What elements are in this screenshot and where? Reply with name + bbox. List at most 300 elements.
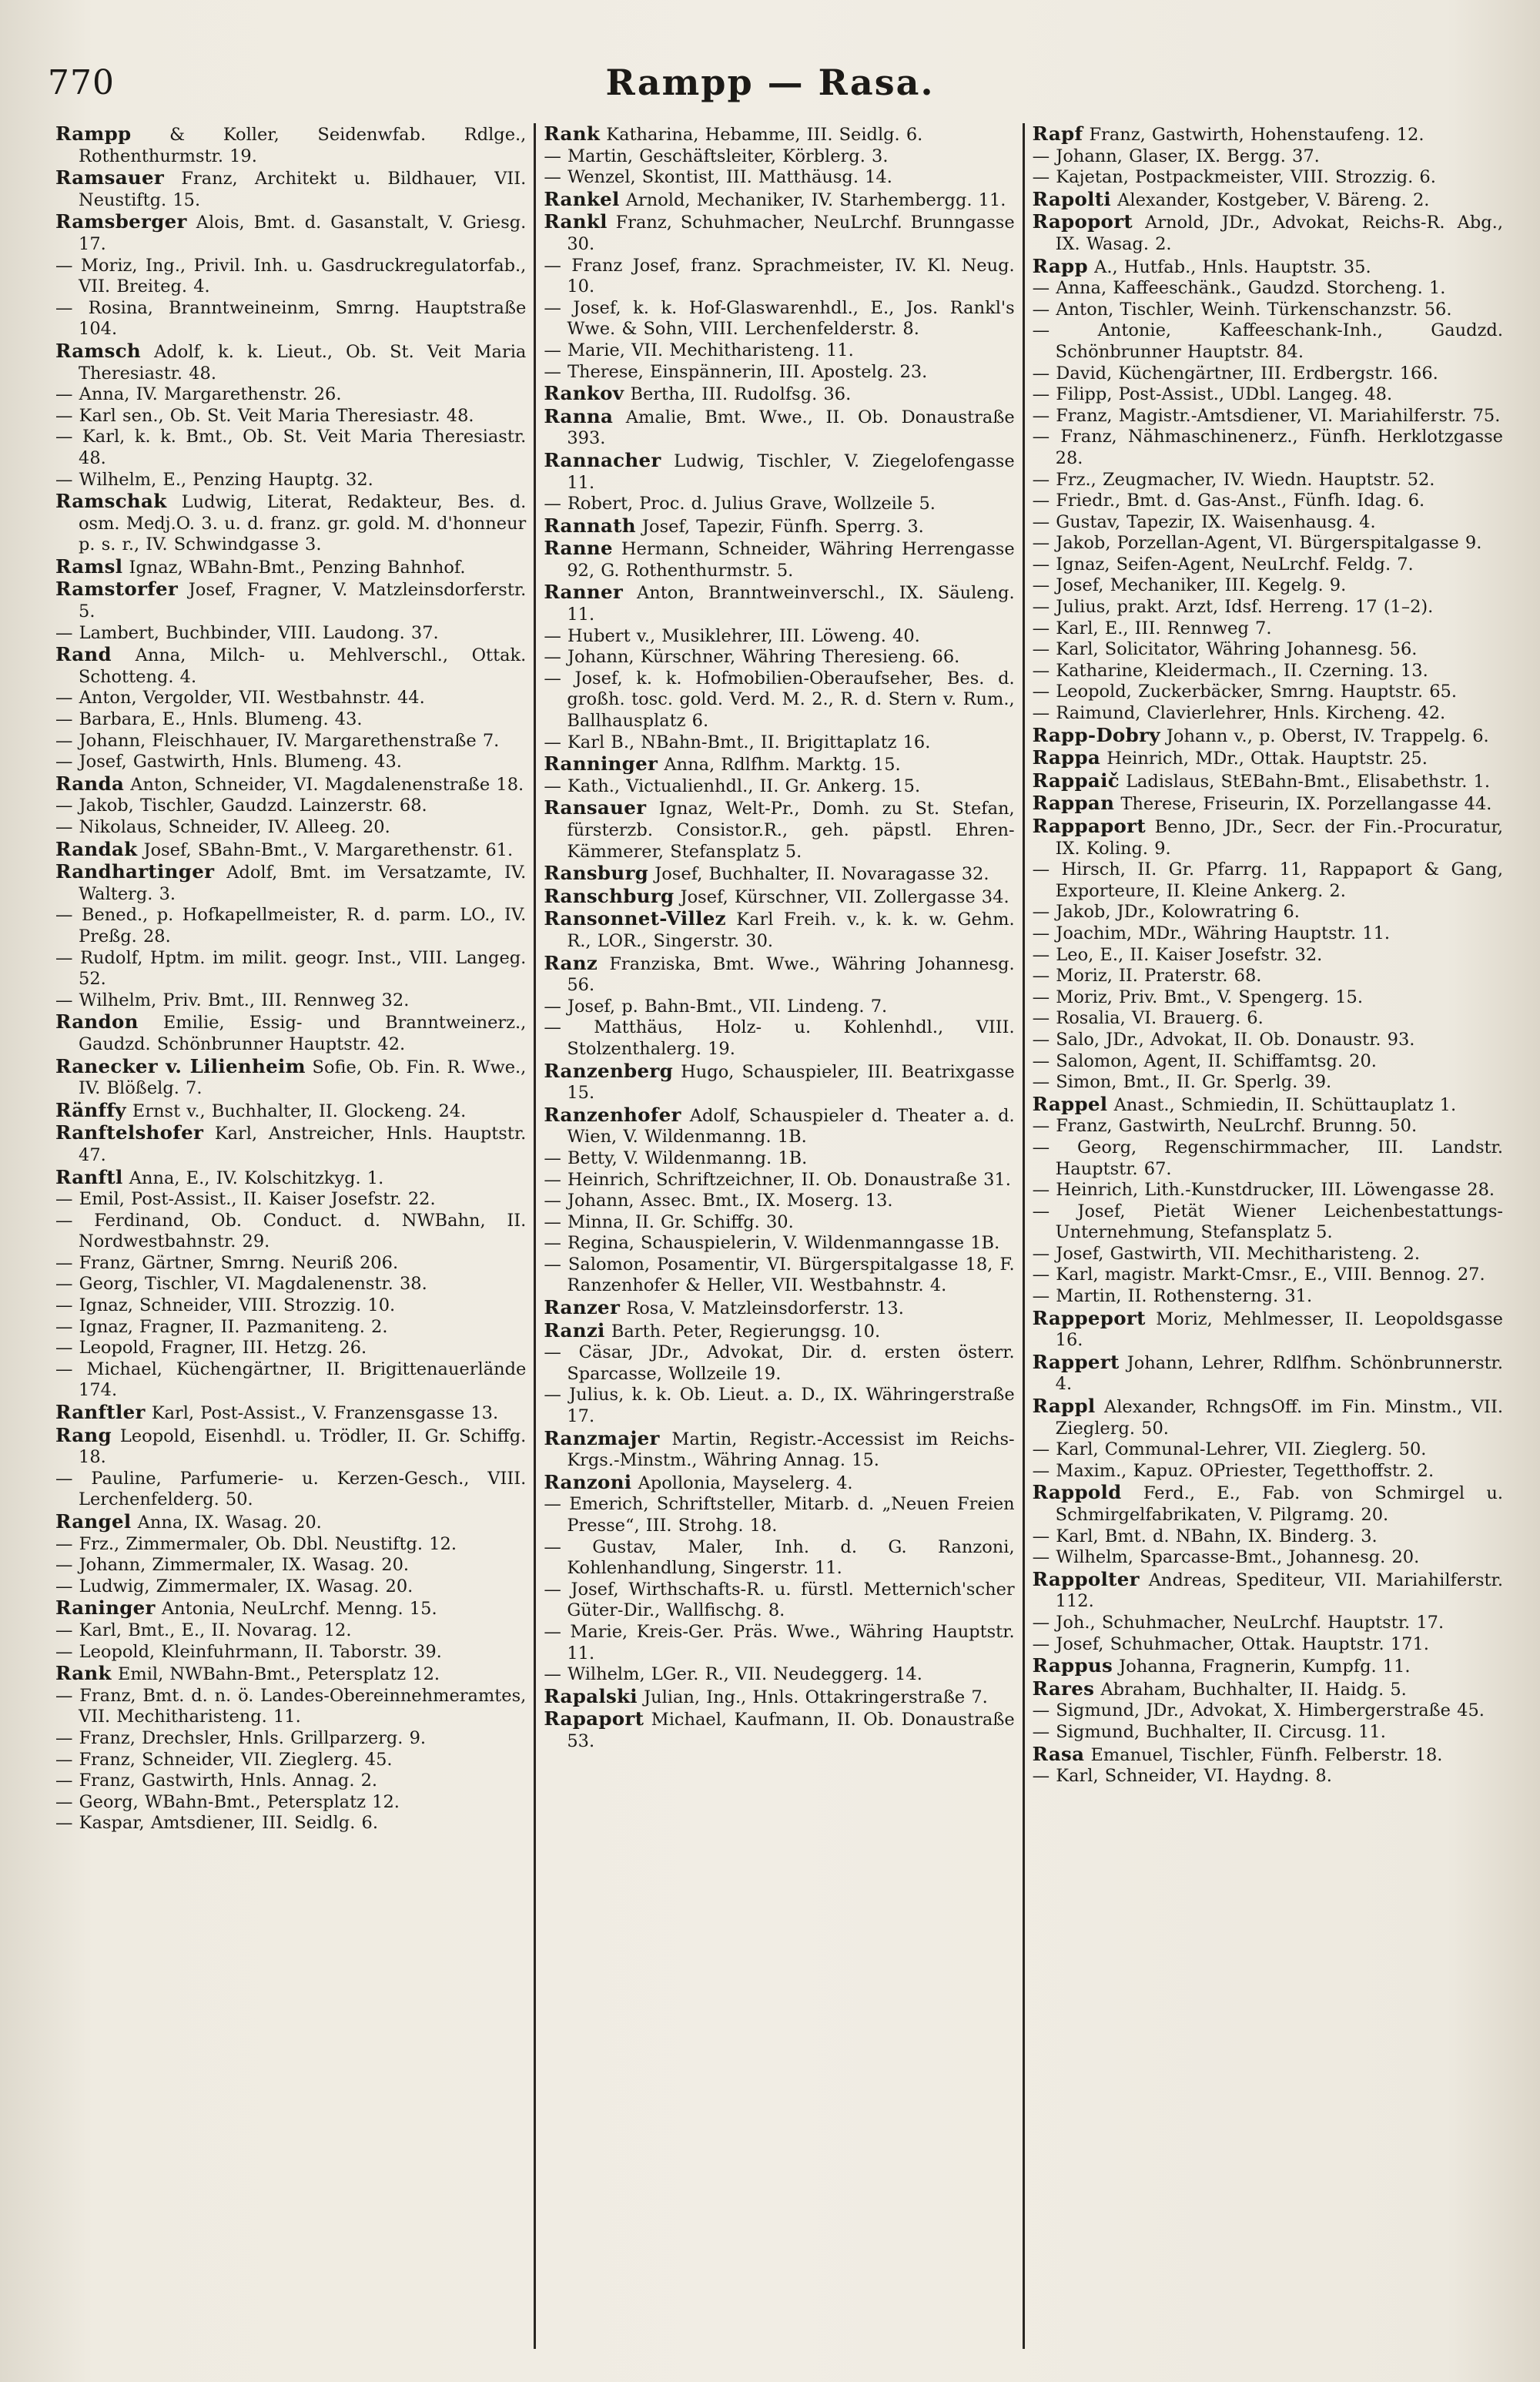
entry-details: — Ignaz, Seifen-Agent, NeuLrchf. Feldg. 7. [1032,554,1414,575]
entry-details: Adolf, Schauspieler d. Theater a. d. Wien, V. Wildenmanng. 1B. [567,1105,1015,1147]
entry-surname: Ranna [544,404,614,427]
entry-surname: Ramschak [55,490,167,513]
directory-entry [544,1233,1014,1255]
directory-entry [1033,1265,1503,1286]
directory-entry [1033,902,1503,923]
entry-details: — Leo, E., II. Kaiser Josefstr. 32. [1032,944,1323,965]
directory-entry [55,427,526,469]
entry-details: — Josef, Gastwirth, Hnls. Blumeng. 43. [55,752,402,772]
directory-entry [1033,1482,1503,1526]
entry-details: — Joachim, MDr., Währing Hauptstr. 11. [1032,923,1391,943]
directory-entry [1033,470,1503,491]
directory-entry [544,953,1014,997]
directory-entry [55,990,526,1012]
directory-entry [1033,1180,1503,1201]
directory-entry [544,406,1014,450]
directory-entry [1033,1744,1503,1767]
entry-details: — Karl, magistr. Markt-Cmsr., E., VIII. Bennog. 27. [1032,1265,1485,1285]
running-head: Rampp — Rasa. [605,62,935,103]
entry-details: — Leopold, Zuckerbäcker, Smrng. Hauptstr. 65. [1032,682,1457,702]
entry-surname: Rappeport [1032,1306,1146,1329]
directory-entry [544,1622,1014,1664]
entry-details: — Georg, WBahn-Bmt., Petersplatz 12. [55,1791,400,1812]
entry-details: Hugo, Schauspieler, III. Beatrixgasse 15. [567,1061,1015,1104]
directory-entry [544,256,1014,298]
entry-details: — Rosalia, VI. Brauerg. 6. [1032,1008,1264,1029]
entry-surname: Rangel [55,1510,132,1533]
directory-entry [1033,618,1503,640]
directory-entry [544,298,1014,340]
entry-details: — Simon, Bmt., II. Gr. Sperlg. 39. [1032,1072,1332,1093]
entry-details: — Moriz, Priv. Bmt., V. Spengerg. 15. [1032,987,1364,1007]
entry-details: — Bened., p. Hofkapellmeister, R. d. parm. LO., IV. Preßg. 28. [55,905,527,946]
entry-details: — Salomon, Agent, II. Schiffamtsg. 20. [1032,1050,1377,1071]
directory-entry [55,1100,526,1123]
entry-details: Andreas, Spediteur, VII. Mariahilferstr. 112. [1055,1570,1503,1612]
directory-entry [55,752,526,773]
entry-details: Martin, Registr.-Accessist im Reichs-Krgs.-Minstm., Währing Annag. 15. [567,1429,1015,1471]
entry-details: — Franz, Gärtner, Smrng. Neuriß 206. [55,1252,399,1273]
entry-details: Josef, Buchhalter, II. Novaragasse 32. [654,864,989,885]
directory-entry [1033,792,1503,816]
directory-entry [1033,945,1503,967]
directory-entry [544,362,1014,384]
entry-surname: Rapaport [544,1707,644,1730]
directory-entry [1033,661,1503,682]
entry-surname: Randa [55,772,125,795]
entry-details: Katharina, Hebamme, III. Seidlg. 6. [606,125,923,145]
entry-details: — Michael, Küchengärtner, II. Brigittenauerlände 174. [55,1359,527,1401]
directory-entry [544,1580,1014,1622]
entry-surname: Rank [544,123,601,145]
directory-entry [1033,1439,1503,1461]
directory-entry [544,1537,1014,1580]
directory-entry [55,817,526,839]
entry-details: — Julius, prakt. Arzt, Idsf. Herreng. 17 (1–2). [1032,597,1434,618]
directory-entry [544,1664,1014,1686]
directory-entry [544,732,1014,754]
directory-entry [544,189,1014,212]
directory-entry [55,298,526,340]
entry-details: — Minna, II. Gr. Schiffg. 30. [544,1211,794,1232]
entry-surname: Rankov [544,382,624,405]
entry-details: — Franz, Bmt. d. n. ö. Landes-Obereinnehmeramtes, VII. Mechitharisteng. 11. [55,1685,527,1727]
directory-entry [55,1402,526,1425]
directory-entry [55,1642,526,1663]
entry-details: Hermann, Schneider, Währing Herrengasse 92, G. Rothenthurmstr. 5. [567,539,1015,581]
directory-entry [1033,1072,1503,1094]
entry-details: Franziska, Bmt. Wwe., Währing Johannesg. 56. [567,953,1015,996]
entry-details: Karl, Anstreicher, Hnls. Hauptstr. 47. [79,1124,527,1165]
directory-entry [55,861,526,905]
entry-surname: Randhartinger [55,860,215,883]
directory-entry [1033,1547,1503,1569]
entry-details: Michael, Kaufmann, II. Ob. Donaustraße 53. [567,1710,1015,1751]
entry-details: — Wilhelm, Sparcasse-Bmt., Johannesg. 20. [1032,1547,1420,1568]
directory-entry [55,1686,526,1728]
entry-details: Franz, Architekt u. Bildhauer, VII. Neustiftg. 15. [79,169,527,210]
entry-details: — Johann, Glaser, IX. Bergg. 37. [1032,146,1320,166]
entry-details: Bertha, III. Rudolfsg. 36. [630,384,852,405]
directory-entry [544,146,1014,168]
entry-details: — David, Küchengärtner, III. Erdbergstr. 166. [1032,363,1438,384]
entry-details: — Anton, Vergolder, VII. Westbahnstr. 44. [55,688,425,709]
entry-surname: Rappus [1032,1654,1113,1677]
entry-details: — Wilhelm, E., Penzing Hauptg. 32. [55,469,373,490]
entry-details: — Matthäus, Holz- u. Kohlenhdl., VIII. Stolzenthalerg. 19. [544,1017,1015,1059]
entry-details: Alexander, Kostgeber, V. Bäreng. 2. [1117,189,1430,210]
directory-entry [55,1425,526,1469]
entry-details: — Josef, k. k. Hof-Glaswarenhdl., E., Jos. Rankl's Wwe. & Sohn, VIII. Lerchenfelderstr. 8. [544,297,1015,340]
entry-details: — Anna, IV. Margarethenstr. 26. [55,384,342,405]
entry-details: — Cäsar, JDr., Advokat, Dir. d. ersten österr. Sparcasse, Wollzeile 19. [544,1342,1015,1384]
entry-details: — Salomon, Posamentir, VI. Bürgerspitalgasse 18, F. Ranzenhofer & Heller, VII. Westbahnstr. 4. [544,1254,1015,1296]
directory-entry [1033,300,1503,321]
entry-details: — Georg, Tischler, VI. Magdalenenstr. 38. [55,1274,427,1295]
entry-details: — Karl, E., III. Rennweg 7. [1032,618,1272,638]
entry-details: Alois, Bmt. d. Gasanstalt, V. Griesg. 17. [79,213,527,254]
entry-details: — Karl, Schneider, VI. Haydng. 8. [1032,1766,1332,1787]
entry-details: — Frz., Zeugmacher, IV. Wiedn. Hauptstr. 52. [1032,469,1435,490]
directory-entry [1033,816,1503,859]
column-1 [48,123,534,2349]
directory-entry [55,1813,526,1834]
directory-entry [55,384,526,406]
entry-details: Johanna, Fragnerin, Kumpfg. 11. [1119,1657,1411,1677]
directory-entry [1033,682,1503,703]
entry-details: Abraham, Buchhalter, II. Haidg. 5. [1100,1679,1407,1700]
directory-entry [55,796,526,817]
entry-surname: Ramsberger [55,210,187,233]
entry-details: Rosa, V. Matzleinsdorferstr. 13. [626,1298,904,1319]
directory-entry [55,1576,526,1598]
directory-entry [55,644,526,688]
directory-entry [55,556,526,579]
entry-surname: Ranne [544,537,613,560]
directory-entry [544,538,1014,581]
directory-entry [55,406,526,427]
entry-details: Antonia, NeuLrchf. Menng. 15. [161,1599,437,1620]
entry-details: — Maxim., Kapuz. OPriester, Tegetthoffstr. 2. [1032,1460,1435,1481]
entry-surname: Rapp [1032,254,1088,277]
entry-details: Anna, Rdlfhm. Marktg. 15. [664,755,901,776]
directory-entry [1033,211,1503,255]
entry-surname: Ranftl [55,1165,123,1188]
entry-details: — Antonie, Kaffeeschank-Inh., Gaudzd. Schönbrunner Hauptstr. 84. [1032,320,1503,362]
entry-surname: Ranzi [544,1318,605,1342]
entry-surname: Rankl [544,210,608,233]
entry-details: Ignaz, Welt-Pr., Domh. zu St. Stefan, fürsterzb. Consistor.R., geh. päpstl. Ehren-Kämmerer, Stefansplatz 5. [567,799,1015,862]
entry-details: — Emil, Post-Assist., II. Kaiser Josefstr. 22. [55,1189,436,1210]
directory-entry [1033,512,1503,534]
directory-entry [1033,597,1503,618]
directory-entry [1033,167,1503,189]
entry-details: Anton, Schneider, VI. Magdalenenstraße 18. [130,774,524,795]
directory-entry [1033,1613,1503,1634]
directory-entry [55,1663,526,1686]
entry-details: Adolf, Bmt. im Versatzamte, IV. Walterg. 3. [79,863,527,904]
directory-entry [55,1597,526,1620]
directory-entry [544,753,1014,776]
entry-details: — Johann, Assec. Bmt., IX. Moserg. 13. [544,1191,893,1211]
directory-entry [55,1253,526,1275]
directory-entry [544,797,1014,863]
directory-columns [48,123,1511,2349]
directory-entry [55,839,526,862]
entry-details: — Heinrich, Lith.-Kunstdrucker, III. Löwengasse 28. [1032,1180,1495,1201]
entry-details: Emil, NWBahn-Bmt., Petersplatz 12. [117,1664,440,1685]
entry-surname: Ramsl [55,554,123,578]
entry-surname: Ranz [544,951,598,974]
directory-entry [55,1122,526,1166]
entry-details: — Moriz, Ing., Privil. Inh. u. Gasdruckregulatorfab., VII. Breiteg. 4. [55,255,527,297]
entry-details: Anna, IX. Wasag. 20. [137,1513,322,1533]
directory-entry [55,1511,526,1534]
directory-entry [544,1472,1014,1495]
entry-details: — Karl, Bmt., E., II. Novarag. 12. [55,1620,352,1640]
directory-entry [1033,1352,1503,1395]
entry-details: Amalie, Bmt. Wwe., II. Ob. Donaustraße 393. [567,407,1015,449]
entry-details: — Anna, Kaffeeschänk., Gaudzd. Storcheng. 1. [1032,278,1446,299]
entry-surname: Ranftelshofer [55,1121,204,1144]
directory-entry [1033,554,1503,576]
entry-details: — Lambert, Buchbinder, VIII. Laudong. 37. [55,622,439,643]
directory-entry [55,1728,526,1750]
directory-entry [1033,1655,1503,1678]
directory-entry [544,997,1014,1018]
entry-surname: Rappaič [1032,769,1120,792]
entry-details: Anton, Branntweinverschl., IX. Säuleng. 11. [567,583,1015,625]
entry-surname: Ranzenhofer [544,1103,681,1126]
entry-surname: Ranschburg [544,884,675,907]
entry-surname: Ranzer [544,1296,621,1319]
entry-details: Josef, Kürschner, VII. Zollergasse 34. [680,886,1009,907]
entry-details: — Salo, JDr., Advokat, II. Ob. Donaustr. 93. [1032,1029,1415,1050]
directory-entry [55,256,526,298]
directory-entry [1033,1030,1503,1051]
directory-entry [544,647,1014,668]
directory-entry [1033,1008,1503,1030]
entry-details: Julian, Ing., Hnls. Ottakringerstraße 7. [644,1687,988,1707]
entry-details: — Josef, p. Bahn-Bmt., VII. Lindeng. 7. [544,996,888,1017]
entry-details: — Filipp, Post-Assist., UDbl. Langeg. 48. [1032,384,1393,405]
entry-surname: Randon [55,1010,139,1034]
directory-entry [55,773,526,796]
directory-entry [1033,987,1503,1009]
entry-details: — Franz Josef, franz. Sprachmeister, IV. Kl. Neug. 10. [544,255,1015,297]
entry-surname: Rappan [1032,792,1115,815]
directory-entry [544,1494,1014,1536]
entry-details: — Franz, Nähmaschinenerz., Fünfh. Herklotzgasse 28. [1032,427,1503,468]
directory-entry [1033,533,1503,554]
entry-details: — Joh., Schuhmacher, NeuLrchf. Hauptstr. 17. [1032,1612,1445,1633]
directory-entry [544,1255,1014,1297]
entry-details: — Josef, Wirthschafts-R. u. fürstl. Metternich'scher Güter-Dir., Wallfischg. 8. [544,1579,1015,1621]
entry-details: Ernst v., Buchhalter, II. Glockeng. 24. [132,1101,467,1121]
entry-details: — Rosina, Branntweineinm, Smrng. Hauptstraße 104. [55,297,527,340]
entry-details: Josef, Tapezir, Fünfh. Sperrg. 3. [642,516,924,537]
directory-entry [1033,966,1503,987]
directory-entry [55,1167,526,1190]
entry-details: — Josef, k. k. Hofmobilien-Oberaufseher, Bes. d. großh. tosc. gold. Verd. M. 2., R. d. Stern v. Rum., Ballhausplatz 6. [544,668,1015,732]
directory-entry [544,1686,1014,1709]
entry-details: Anna, Milch- u. Mehlverschl., Ottak. Schotteng. 4. [79,645,527,687]
directory-entry [1033,747,1503,770]
entry-surname: Ransauer [544,796,647,819]
entry-details: — Kath., Victualienhdl., II. Gr. Ankerg. 15. [544,776,921,796]
directory-entry [544,863,1014,886]
directory-entry [544,494,1014,515]
directory-entry [1033,703,1503,725]
directory-entry [544,581,1014,625]
entry-details: Josef, Fragner, V. Matzleinsdorferstr. 5. [79,580,527,622]
entry-surname: Ranzmajer [544,1426,660,1449]
entry-details: — Franz, Drechsler, Hnls. Grillparzerg. 9. [55,1727,427,1748]
entry-details: — Hirsch, II. Gr. Pfarrg. 11, Rappaport & Gang, Exporteure, II. Kleine Ankerg. 2. [1032,859,1503,901]
entry-details: Arnold, JDr., Advokat, Reichs-R. Abg., IX. Wasag. 2. [1055,213,1503,254]
directory-entry [1033,770,1503,793]
directory-entry [544,1060,1014,1104]
entry-details: — Wilhelm, Priv. Bmt., III. Rennweg 32. [55,990,410,1010]
directory-entry [1033,491,1503,512]
entry-details: Anast., Schmiedin, II. Schüttauplatz 1. [1113,1094,1457,1115]
entry-details: Alexander, RchngsOff. im Fin. Minstm., VII. Zieglerg. 50. [1055,1397,1503,1439]
directory-entry [1033,1569,1503,1613]
entry-details: — Katharine, Kleidermach., II. Czerning. 13. [1032,660,1428,681]
entry-surname: Rappert [1032,1350,1120,1373]
directory-entry [55,1274,526,1295]
entry-surname: Ransburg [544,862,649,885]
entry-details: — Marie, Kreis-Ger. Präs. Wwe., Währing Hauptstr. 11. [544,1621,1015,1663]
entry-details: Johann, Lehrer, Rdlfhm. Schönbrunnerstr. 4. [1055,1352,1503,1395]
entry-details: — Ignaz, Schneider, VIII. Strozzig. 10. [55,1295,396,1316]
entry-surname: Rank [55,1662,112,1685]
entry-surname: Randak [55,837,138,860]
entry-details: Benno, JDr., Secr. der Fin.-Procuratur, IX. Koling. 9. [1055,817,1503,859]
entry-details: Karl, Post-Assist., V. Franzensgasse 13. [151,1403,499,1424]
entry-details: — Gustav, Maler, Inh. d. G. Ranzoni, Kohlenhandlung, Singerstr. 11. [544,1536,1015,1579]
entry-surname: Ranzenberg [544,1059,674,1082]
directory-entry [544,1342,1014,1385]
entry-details: — Leopold, Kleinfuhrmann, II. Taborstr. 39. [55,1641,442,1662]
entry-details: Sofie, Ob. Fin. R. Wwe., IV. Blößelg. 7. [79,1057,527,1099]
directory-entry [1033,1137,1503,1180]
directory-entry [1033,1201,1503,1244]
directory-entry [55,709,526,731]
directory-entry [1033,406,1503,427]
entry-details: — Wenzel, Skontist, III. Matthäusg. 14. [544,167,892,188]
directory-entry [544,1170,1014,1191]
entry-details: — Sigmund, Buchhalter, II. Circusg. 11. [1032,1721,1386,1742]
entry-details: A., Hutfab., Hnls. Hauptstr. 35. [1094,256,1371,277]
directory-entry [1033,1116,1503,1137]
entry-surname: Rannath [544,514,636,537]
entry-surname: Rappaport [1032,815,1146,837]
directory-entry [1033,146,1503,168]
entry-details: — Heinrich, Schriftzeichner, II. Ob. Donaustraße 31. [544,1169,1011,1190]
directory-entry [544,1708,1014,1752]
directory-entry [1033,1308,1503,1352]
entry-surname: Ranecker v. Lilienheim [55,1054,306,1077]
entry-details: — Jakob, Tischler, Gaudzd. Lainzerstr. 68. [55,796,427,816]
entry-details: — Robert, Proc. d. Julius Grave, Wollzeile 5. [544,494,936,514]
directory-entry [544,1428,1014,1472]
entry-surname: Rapp-Dobry [1032,723,1160,746]
directory-entry [55,1750,526,1771]
entry-details: — Johann, Fleischhauer, IV. Margarethenstraße 7. [55,730,500,751]
entry-details: — Jakob, Porzellan-Agent, VI. Bürgerspitalgasse 9. [1032,533,1482,554]
entry-details: — Raimund, Clavierlehrer, Hnls. Kircheng. 42. [1032,703,1446,724]
entry-details: Karl Freih. v., k. k. w. Gehm. R., LOR., Singerstr. 30. [567,910,1015,951]
entry-details: — Regina, Schauspielerin, V. Wildenmanngasse 1B. [544,1233,1000,1254]
entry-details: Ladislaus, StEBahn-Bmt., Elisabethstr. 1. [1126,771,1490,792]
directory-entry [544,383,1014,406]
directory-entry [544,1385,1014,1427]
entry-details: — Rudolf, Hptm. im milit. geogr. Inst., VIII. Langeg. 52. [55,947,527,990]
entry-details: Ferd., E., Fab. von Schmirgel u. Schmirgelfabrikaten, V. Pilgramg. 20. [1055,1483,1503,1525]
directory-entry [55,1317,526,1338]
entry-surname: Ranzoni [544,1470,632,1493]
directory-entry [1033,278,1503,300]
entry-details: — Karl sen., Ob. St. Veit Maria Theresiastr. 48. [55,405,474,426]
entry-details: Therese, Friseurin, IX. Porzellangasse 44. [1120,794,1492,815]
entry-details: — Franz, Schneider, VII. Zieglerg. 45. [55,1749,393,1770]
directory-entry [1033,1286,1503,1308]
entry-surname: Rapf [1032,123,1083,145]
directory-entry [55,905,526,947]
entry-details: — Ludwig, Zimmermaler, IX. Wasag. 20. [55,1576,413,1596]
directory-entry [1033,575,1503,597]
entry-details: & Koller, Seidenwfab. Rdlge., Rothenthurmstr. 19. [79,125,527,166]
directory-entry [1033,1700,1503,1722]
entry-details: — Kaspar, Amtsdiener, III. Seidlg. 6. [55,1813,378,1834]
entry-details: — Betty, V. Wildenmanng. 1B. [544,1147,808,1168]
directory-entry [55,1469,526,1511]
entry-details: — Ignaz, Fragner, II. Pazmaniteng. 2. [55,1316,388,1337]
directory-entry [544,626,1014,648]
entry-details: — Karl, Solicitator, Währing Johannesg. 56. [1032,639,1418,660]
directory-entry [55,1189,526,1211]
directory-entry [544,450,1014,494]
directory-entry [544,123,1014,146]
entry-details: Ignaz, WBahn-Bmt., Penzing Bahnhof. [129,557,466,578]
entry-details: — Gustav, Tapezir, IX. Waisenhausg. 4. [1032,511,1376,532]
directory-entry [55,578,526,622]
entry-details: — Julius, k. k. Ob. Lieut. a. D., IX. Währingerstraße 17. [544,1385,1015,1427]
directory-entry [1033,256,1503,279]
directory-entry [55,948,526,990]
directory-entry [544,167,1014,189]
entry-details: — Johann, Kürschner, Währing Theresieng. 66. [544,647,960,668]
directory-entry [55,211,526,255]
entry-details: Josef, SBahn-Bmt., V. Margarethenstr. 61. [143,839,514,860]
directory-entry [544,1017,1014,1060]
entry-details: — Franz, Gastwirth, NeuLrchf. Brunng. 50. [1032,1116,1418,1137]
entry-details: — Karl, Communal-Lehrer, VII. Zieglerg. 50. [1032,1439,1427,1460]
entry-details: — Moriz, II. Praterstr. 68. [1032,966,1262,987]
entry-surname: Rankel [544,187,620,210]
directory-entry [544,1148,1014,1170]
directory-entry [1033,1766,1503,1787]
entry-surname: Rares [1032,1677,1095,1700]
entry-details: Franz, Gastwirth, Hohenstaufeng. 12. [1089,125,1424,145]
directory-entry [1033,1678,1503,1701]
entry-surname: Rappa [1032,746,1101,769]
entry-details: — Karl, Bmt. d. NBahn, IX. Binderg. 3. [1032,1526,1378,1546]
directory-entry [55,688,526,709]
directory-entry [1033,123,1503,146]
entry-surname: Ranftler [55,1401,146,1424]
